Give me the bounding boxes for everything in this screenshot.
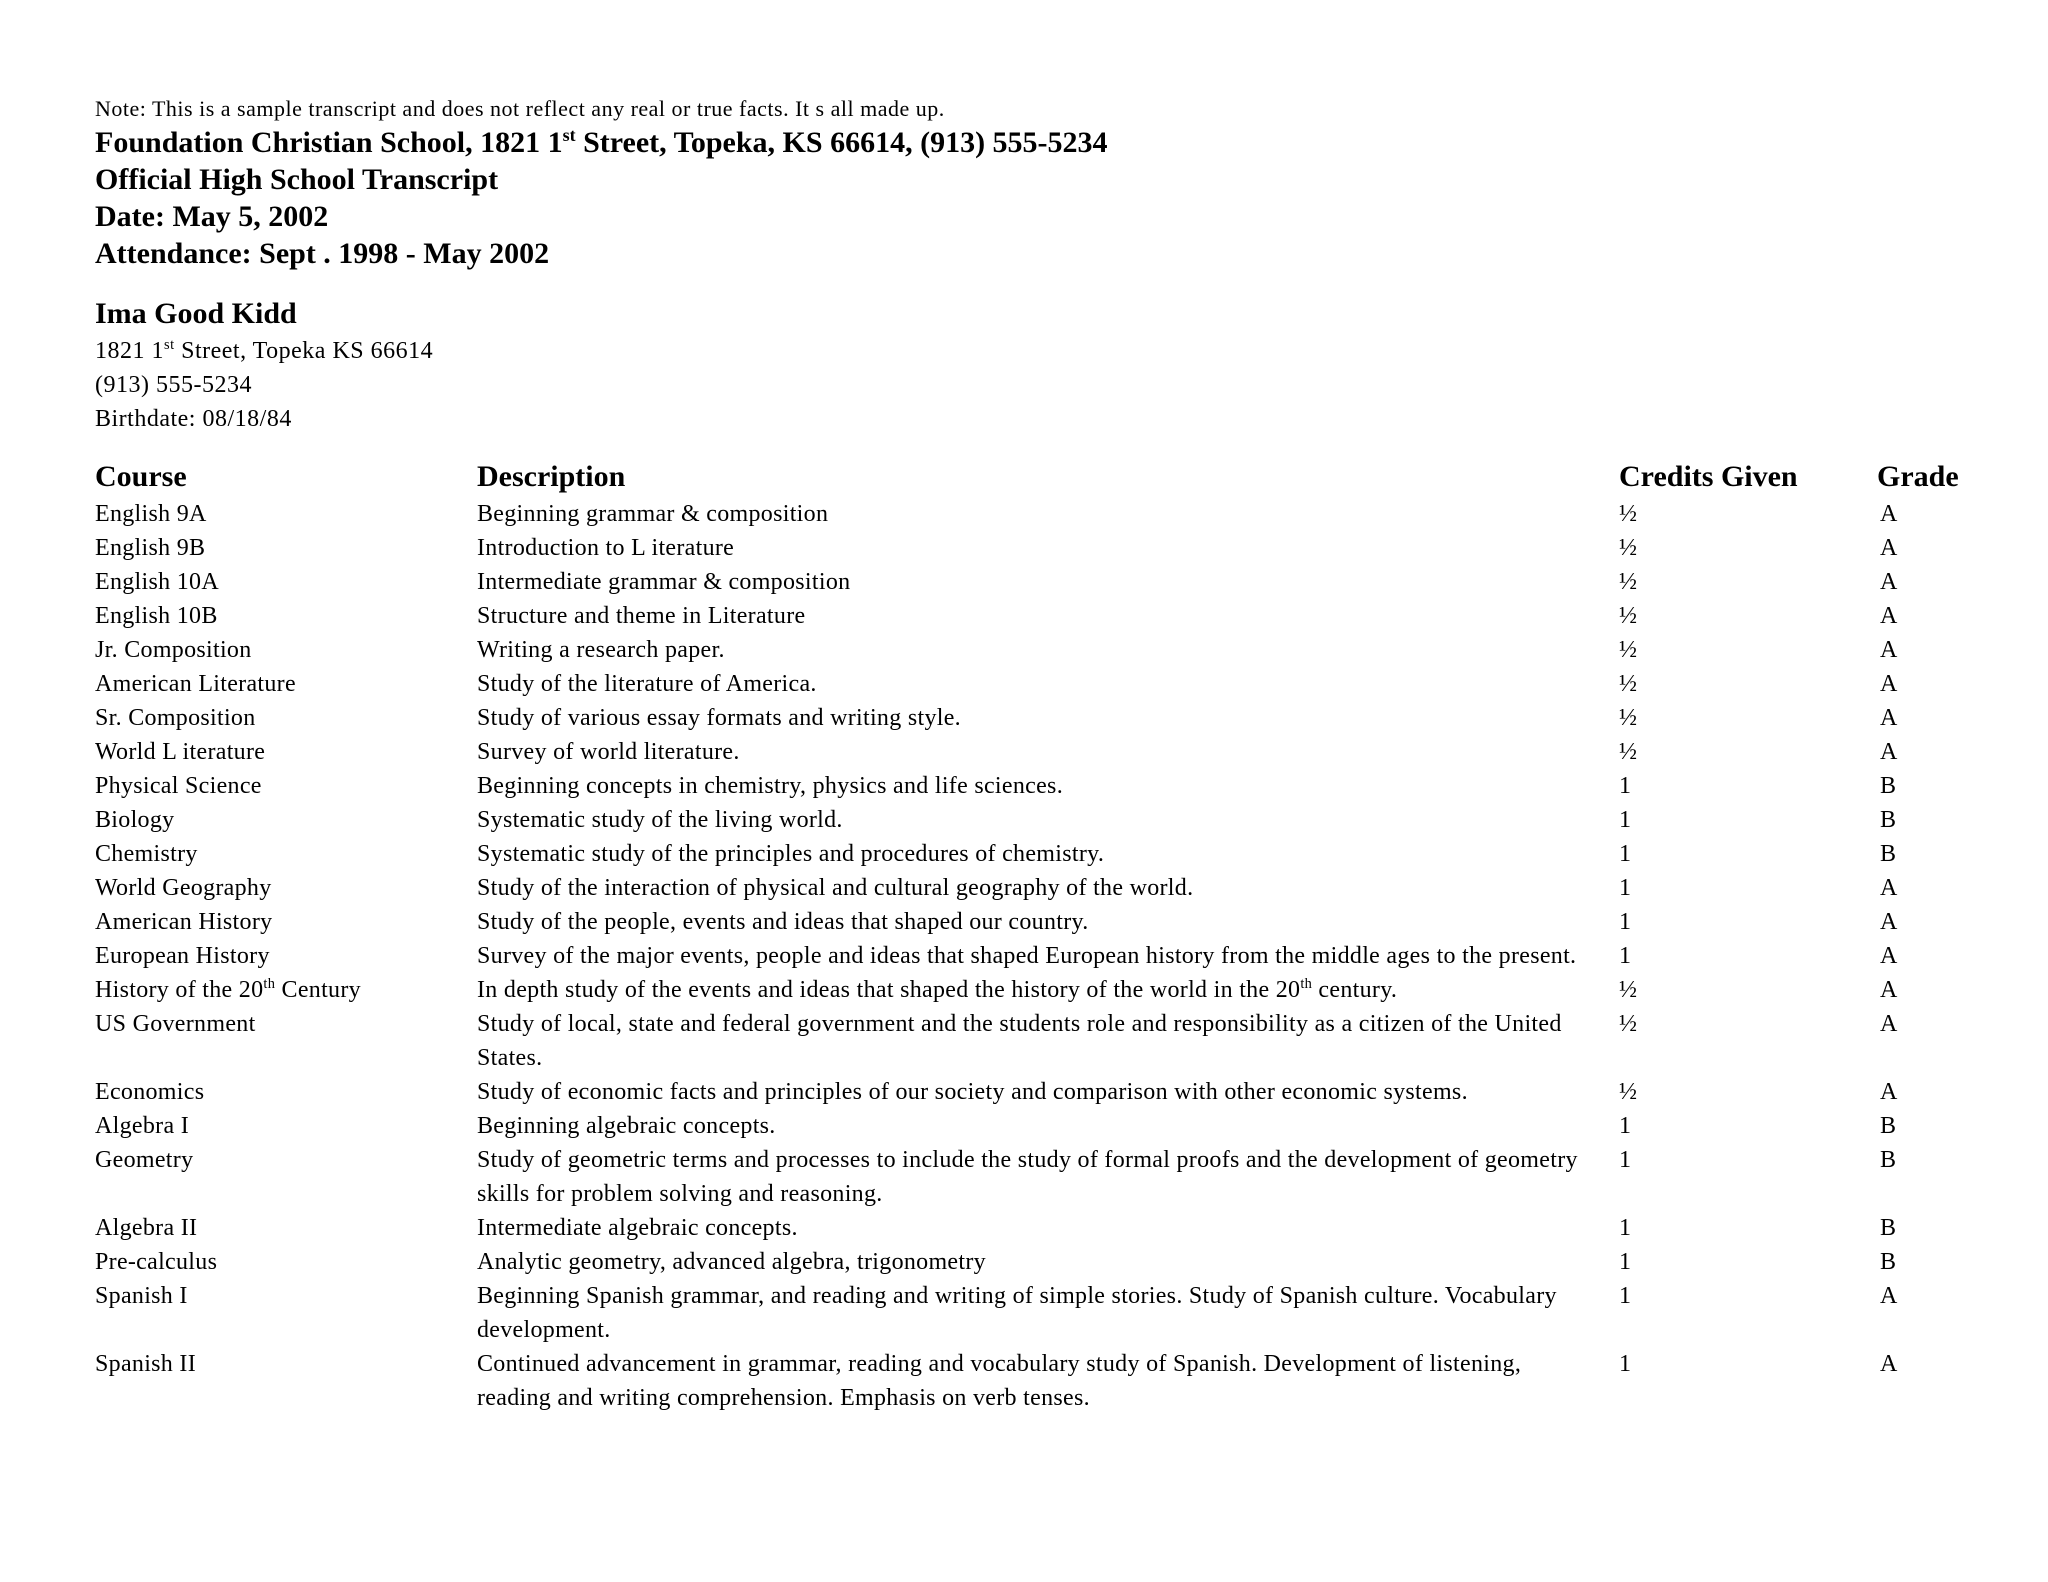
credits-cell: 1 — [1619, 1147, 1632, 1173]
table-row — [95, 497, 1995, 531]
course-cell: History of the 20th Century — [95, 976, 361, 1003]
grade-cell: B — [1880, 1249, 1897, 1275]
credits-cell: 1 — [1619, 1351, 1632, 1377]
credits-cell: ½ — [1619, 569, 1638, 595]
table-row — [95, 939, 1995, 973]
disclaimer-note: Note: This is a sample transcript and does not reflect any real or true facts. It s all made up. — [95, 96, 945, 121]
table-row — [95, 633, 1995, 667]
description-cell: Structure and theme in Literature — [477, 603, 806, 629]
description-column-header: Description — [477, 460, 626, 493]
table-row — [95, 1075, 1995, 1109]
table-row — [95, 667, 1995, 701]
table-body — [95, 497, 1995, 1415]
credits-cell: 1 — [1619, 1249, 1632, 1275]
credits-cell: ½ — [1619, 603, 1638, 629]
course-cell: American History — [95, 909, 273, 935]
course-cell: Jr. Composition — [95, 637, 252, 663]
grade-cell: A — [1880, 1351, 1898, 1377]
grade-cell: B — [1880, 841, 1897, 867]
credits-cell: 1 — [1619, 807, 1632, 833]
credits-column-header: Credits Given — [1619, 460, 1798, 493]
credits-cell: 1 — [1619, 875, 1632, 901]
course-cell: Pre-calculus — [95, 1249, 218, 1275]
table-row — [95, 1347, 1995, 1415]
table-row — [95, 973, 1995, 1007]
course-cell: Physical Science — [95, 773, 262, 799]
table-row — [95, 599, 1995, 633]
course-cell: Chemistry — [95, 841, 198, 867]
table-row — [95, 803, 1995, 837]
grade-cell: B — [1880, 1147, 1897, 1173]
description-cell: Systematic study of the principles and procedures of chemistry. — [477, 841, 1105, 867]
table-row — [95, 531, 1995, 565]
course-cell: World Geography — [95, 875, 272, 901]
table-row — [95, 1279, 1995, 1347]
credits-cell: ½ — [1619, 1079, 1638, 1105]
grade-cell: A — [1880, 1079, 1898, 1105]
course-cell: Economics — [95, 1079, 205, 1105]
table-row — [95, 1211, 1995, 1245]
course-cell: Sr. Composition — [95, 705, 256, 731]
grade-cell: A — [1880, 909, 1898, 935]
course-cell: Spanish II — [95, 1351, 196, 1377]
student-phone: (913) 555-5234 — [95, 372, 252, 398]
credits-cell: ½ — [1619, 535, 1638, 561]
credits-cell: 1 — [1619, 943, 1632, 969]
grade-cell: A — [1880, 637, 1898, 663]
description-cell: Writing a research paper. — [477, 637, 725, 663]
credits-cell: 1 — [1619, 909, 1632, 935]
course-cell: Geometry — [95, 1147, 194, 1173]
student-birthdate: Birthdate: 08/18/84 — [95, 406, 292, 432]
description-cell: Introduction to L iterature — [477, 535, 735, 561]
grade-cell: A — [1880, 535, 1898, 561]
table-row — [95, 1007, 1995, 1075]
description-cell: Study of various essay formats and writing style. — [477, 705, 961, 731]
course-cell: Algebra II — [95, 1215, 198, 1241]
credits-cell: 1 — [1619, 1283, 1632, 1309]
credits-cell: ½ — [1619, 501, 1638, 527]
credits-cell: ½ — [1619, 637, 1638, 663]
credits-cell: 1 — [1619, 1215, 1632, 1241]
attendance-period: Attendance: Sept . 1998 - May 2002 — [95, 237, 550, 270]
table-row — [95, 735, 1995, 769]
grade-cell: A — [1880, 671, 1898, 697]
course-column-header: Course — [95, 460, 187, 493]
document-title: Official High School Transcript — [95, 163, 499, 196]
table-row — [95, 701, 1995, 735]
grade-cell: A — [1880, 603, 1898, 629]
course-cell: World L iterature — [95, 739, 266, 765]
grade-cell: A — [1880, 977, 1898, 1003]
credits-cell: 1 — [1619, 773, 1632, 799]
grade-cell: A — [1880, 501, 1898, 527]
credits-cell: ½ — [1619, 977, 1638, 1003]
description-cell: Analytic geometry, advanced algebra, trigonometry — [477, 1249, 986, 1275]
student-name: Ima Good Kidd — [95, 297, 297, 330]
description-cell: Study of the interaction of physical and cultural geography of the world. — [477, 875, 1194, 901]
transcript-date: Date: May 5, 2002 — [95, 200, 329, 233]
course-cell: Spanish I — [95, 1283, 188, 1309]
course-cell: Algebra I — [95, 1113, 189, 1139]
table-row — [95, 871, 1995, 905]
grade-cell: B — [1880, 1113, 1897, 1139]
credits-cell: ½ — [1619, 1011, 1638, 1037]
course-cell: English 9B — [95, 535, 206, 561]
description-cell: Study of local, state and federal government and the students role and responsibility as a citizen of the United States. — [477, 1011, 1562, 1071]
description-cell: Beginning Spanish grammar, and reading and writing of simple stories. Study of Spanish culture. Vocabulary development. — [477, 1283, 1557, 1343]
description-cell: Study of the people, events and ideas that shaped our country. — [477, 909, 1089, 935]
description-cell: Systematic study of the living world. — [477, 807, 843, 833]
description-cell: Beginning concepts in chemistry, physics and life sciences. — [477, 773, 1064, 799]
credits-cell: ½ — [1619, 739, 1638, 765]
student-info — [95, 296, 433, 436]
grade-cell: A — [1880, 1011, 1898, 1037]
table-row — [95, 1109, 1995, 1143]
description-cell: Beginning algebraic concepts. — [477, 1113, 776, 1139]
student-address: 1821 1st Street, Topeka KS 66614 — [95, 337, 434, 364]
table-row — [95, 565, 1995, 599]
description-cell: In depth study of the events and ideas that shaped the history of the world in the 20th century. — [477, 976, 1398, 1003]
credits-cell: ½ — [1619, 705, 1638, 731]
description-cell: Intermediate grammar & composition — [477, 569, 851, 595]
grade-cell: B — [1880, 773, 1897, 799]
credits-cell: 1 — [1619, 841, 1632, 867]
course-cell: English 10A — [95, 569, 219, 595]
table-header — [95, 457, 1995, 497]
course-cell: Biology — [95, 807, 175, 833]
course-cell: English 9A — [95, 501, 207, 527]
description-cell: Survey of world literature. — [477, 739, 740, 765]
description-cell: Study of geometric terms and processes to include the study of formal proofs and the development of geometry skills for problem solving and reasoning. — [477, 1147, 1578, 1207]
table-row — [95, 1143, 1995, 1211]
transcript-header — [95, 124, 1108, 272]
school-info: Foundation Christian School, 1821 1st Street, Topeka, KS 66614, (913) 555-5234 — [95, 125, 1108, 159]
grade-column-header: Grade — [1877, 460, 1959, 493]
credits-cell: ½ — [1619, 671, 1638, 697]
table-row — [95, 1245, 1995, 1279]
description-cell: Beginning grammar & composition — [477, 501, 829, 527]
description-cell: Study of economic facts and principles of our society and comparison with other economic systems. — [477, 1079, 1468, 1105]
grade-cell: A — [1880, 569, 1898, 595]
description-cell: Continued advancement in grammar, reading and vocabulary study of Spanish. Development of listening, reading and writing comprehension. Emphasis on verb tenses. — [477, 1351, 1522, 1411]
description-cell: Survey of the major events, people and ideas that shaped European history from the middle ages to the present. — [477, 943, 1577, 969]
grade-cell: B — [1880, 1215, 1897, 1241]
course-cell: European History — [95, 943, 270, 969]
grade-cell: A — [1880, 705, 1898, 731]
table-row — [95, 769, 1995, 803]
course-cell: US Government — [95, 1011, 256, 1037]
table-row — [95, 837, 1995, 871]
credits-cell: 1 — [1619, 1113, 1632, 1139]
grade-cell: A — [1880, 943, 1898, 969]
description-cell: Study of the literature of America. — [477, 671, 817, 697]
grade-cell: A — [1880, 875, 1898, 901]
grade-cell: A — [1880, 1283, 1898, 1309]
table-row — [95, 905, 1995, 939]
course-table — [95, 457, 1995, 1415]
course-cell: English 10B — [95, 603, 218, 629]
course-cell: American Literature — [95, 671, 296, 697]
grade-cell: A — [1880, 739, 1898, 765]
grade-cell: B — [1880, 807, 1897, 833]
description-cell: Intermediate algebraic concepts. — [477, 1215, 798, 1241]
